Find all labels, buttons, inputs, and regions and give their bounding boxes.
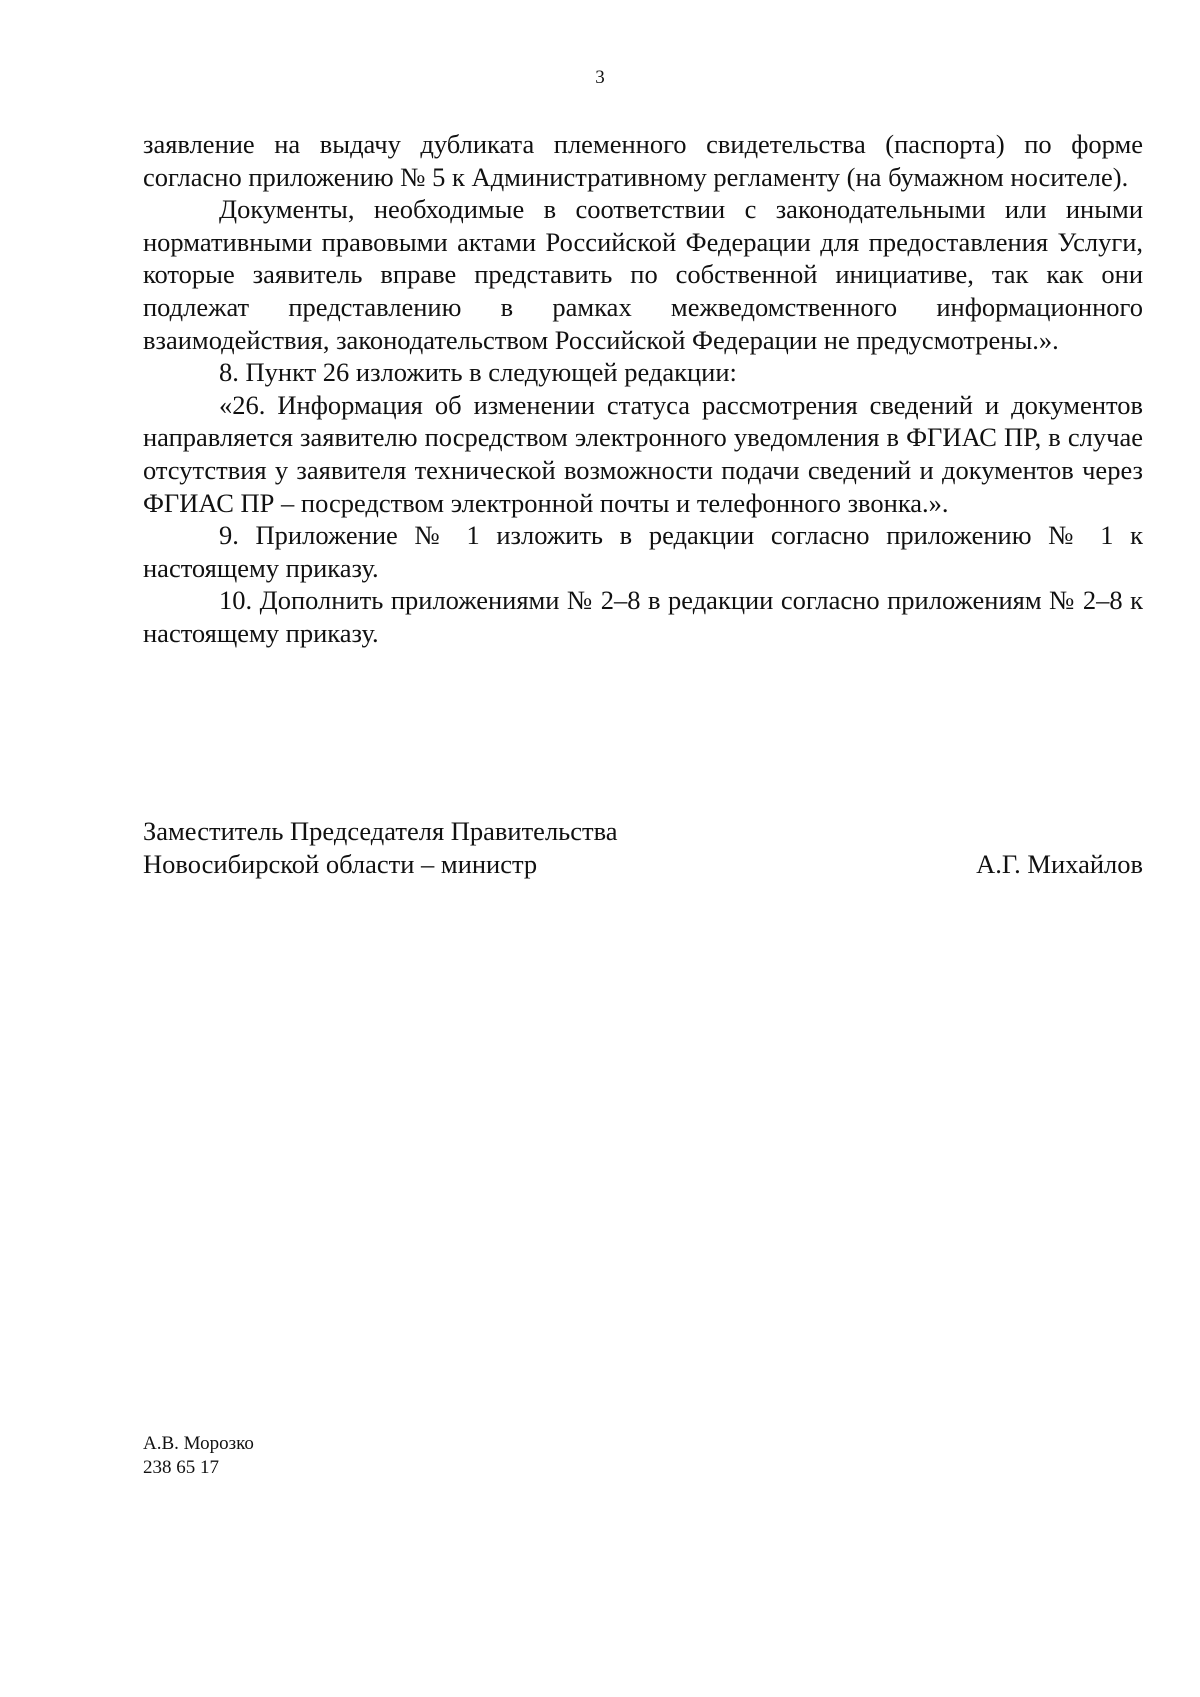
executor-phone: 238 65 17 <box>143 1457 219 1478</box>
signatory-position-line2: Новосибирской области – министр <box>143 849 538 879</box>
body-paragraph: 10. Дополнить приложениями № 2–8 в редакции согласно приложениям № 2–8 к настоящему приказу. <box>143 585 1143 648</box>
page-number: 3 <box>595 67 605 88</box>
signatory-position-line1: Заместитель Председателя Правительства <box>143 816 618 846</box>
body-paragraph: заявление на выдачу дубликата племенного свидетельства (паспорта) по форме согласно приложению № 5 к Административному регламенту (на бумажном носителе). <box>143 129 1143 192</box>
body-paragraph: 9. Приложение № 1 изложить в редакции согласно приложению № 1 к настоящему приказу. <box>143 520 1143 583</box>
body-paragraph: «26. Информация об изменении статуса рассмотрения сведений и документов направляется заявителю посредством электронного уведомления в ФГИАС ПР, в случае отсутствия у заявителя технической возможности подачи сведений и документов через ФГИАС ПР – посредством электронной почты и телефонного звонка.». <box>143 389 1143 518</box>
executor-block <box>143 1432 254 1480</box>
document-body <box>143 128 1143 650</box>
body-paragraph: Документы, необходимые в соответствии с законодательными или иными нормативными правовыми актами Российской Федерации для предоставления Услуги, которые заявитель вправе представить по собственной инициативе, так как они подлежат представлению в рамках межведомственного информационного взаимодействия, законодательством Российской Федерации не предусмотрены.». <box>143 194 1143 355</box>
body-paragraph: 8. Пункт 26 изложить в следующей редакции: <box>219 357 737 388</box>
signatory-name: А.Г. Михайлов <box>976 849 1143 879</box>
signature-row <box>143 848 1143 881</box>
signature-block <box>143 815 1143 881</box>
signature-row <box>143 815 1143 848</box>
executor-name: А.В. Морозко <box>143 1433 254 1454</box>
